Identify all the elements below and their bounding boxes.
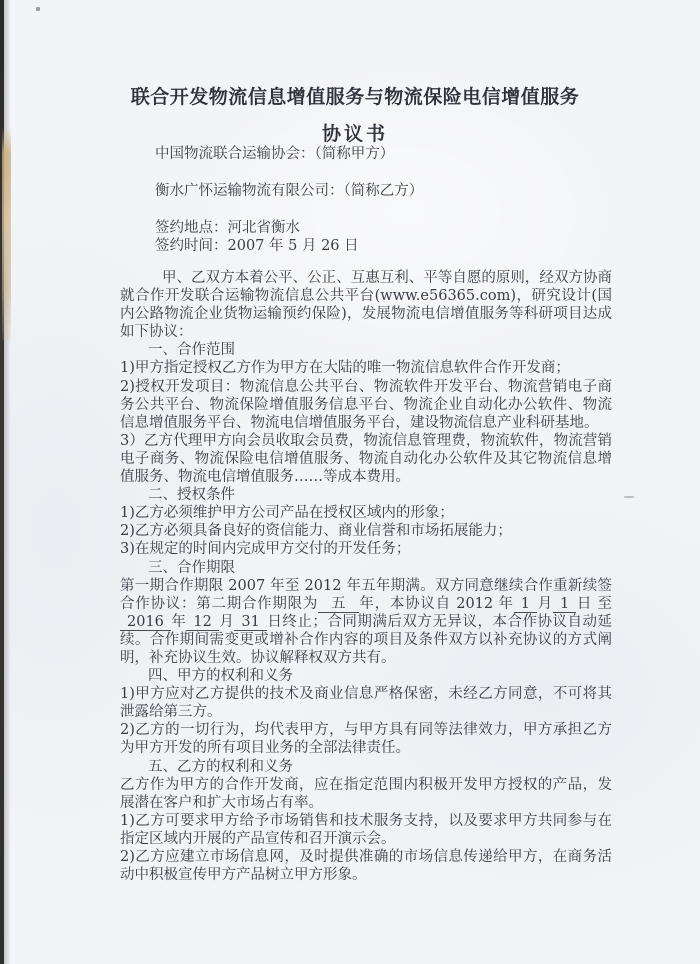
term-text: 日终止；合同期满后双方无异议，本合作协议自动延续。合作期间需变更或增补合作内容的项目及条件双方以补充协议的方式阐明，补充协议生效。协议解释权双方共有。 — [120, 613, 613, 666]
section-5-item-1: 1)乙方可要求甲方给予市场销售和技术服务支持，以及要求甲方共同参与在指定区域内开展的产品宣传和召开演示会。 — [120, 812, 612, 847]
section-heading-4: 四、甲方的权利和义务 — [148, 668, 293, 685]
party-b-line: 衡水广怀运输物流有限公司：（简称乙方） — [155, 183, 424, 199]
section-heading-1: 一、合作范围 — [148, 342, 235, 359]
term-text: 年，本协议自 2012 年 — [359, 595, 514, 612]
contract-body — [120, 269, 612, 884]
section-heading-3: 三、合作期限 — [148, 559, 235, 576]
term-text: 年 — [170, 613, 187, 630]
document-subtitle: 协议书 — [321, 123, 388, 145]
blank-start-month: 1 — [514, 596, 537, 613]
cooperation-term-paragraph — [120, 577, 612, 667]
section-heading-2: 二、授权条件 — [148, 487, 235, 504]
section-2-item-1: 1)乙方必须维护甲方公司产品在授权区域内的形象； — [120, 505, 454, 522]
signing-place-line: 签约地点：河北省衡水 — [155, 220, 300, 236]
term-text: 第一期合作期限 2007 年至 2012 年五年期满。双方同意继续合作重新续签合作协议：第二期合作期限为 — [120, 577, 612, 612]
signing-date-line: 签约时间：2007 年 5 月 26 日 — [155, 238, 359, 254]
blank-end-year: 2016 — [120, 614, 171, 631]
blank-start-day: 1 — [553, 596, 576, 613]
blank-term-years: 五 — [318, 596, 359, 613]
term-text: 月 — [536, 595, 553, 612]
section-5-intro: 乙方作为甲方的合作开发商，应在指定范围内积极开发甲方授权的产品，发展潜在客户和扩大市场占有率。 — [120, 776, 612, 811]
term-text: 日 至 — [576, 595, 613, 612]
preamble-paragraph: 甲、乙双方本着公平、公正、互惠互利、平等自愿的原则，经双方协商就合作开发联合运输物流信息公共平台(www.e56365.com)，研究设计(国内公路物流企业货物运输预约保险)，发展物流电信增值服务等科研项目达成如下协议： — [120, 270, 612, 341]
section-heading-5: 五、乙方的权利和义务 — [148, 758, 293, 775]
scan-edge-tan-binding-mark — [2, 128, 11, 340]
section-2-item-3: 3)在规定的时间内完成甲方交付的开发任务； — [120, 541, 411, 558]
blank-end-day: 31 — [234, 614, 266, 631]
scan-noise-smudge-right — [624, 496, 634, 498]
section-1-item-2: 2)授权开发项目：物流信息公共平台、物流软件开发平台、物流营销电子商务公共平台、物流保险增值服务信息平台、物流企业自动化办公软件、物流信息增值服务平台、物流电信增值服务平台，建设物流信息产业科研基地。 — [120, 378, 612, 431]
document-title: 联合开发物流信息增值服务与物流保险电信增值服务 — [130, 86, 580, 108]
section-4-item-1: 1)甲方应对乙方提供的技术及商业信息严格保密，未经乙方同意，不可将其泄露给第三方。 — [120, 686, 612, 721]
term-text: 月 — [218, 613, 235, 630]
party-a-line: 中国物流联合运输协会：（简称甲方） — [155, 146, 395, 162]
section-1-item-1: 1)甲方指定授权乙方作为甲方在大陆的唯一物流信息软件合作开发商； — [120, 360, 570, 377]
blank-end-month: 12 — [186, 614, 218, 631]
scan-noise-speck-top — [36, 7, 40, 11]
section-2-item-2: 2)乙方必须具备良好的资信能力、商业信誉和市场拓展能力； — [120, 523, 512, 540]
section-5-item-2: 2)乙方应建立市场信息网，及时提供准确的市场信息传递给甲方，在商务活动中积极宣传甲方产品树立甲方形象。 — [120, 849, 612, 884]
section-1-item-3: 3）乙方代理甲方向会员收取会员费，物流信息管理费，物流软件，物流营销电子商务、物流保险电信增值服务、物流自动化办公软件及其它物流信息增值服务、物流电信增值服务……等成本费用。 — [120, 432, 612, 486]
section-4-item-2: 2)乙方的一切行为，均代表甲方，与甲方具有同等法律效力，甲方承担乙方为甲方开发的所有项目业务的全部法律责任。 — [120, 722, 612, 757]
